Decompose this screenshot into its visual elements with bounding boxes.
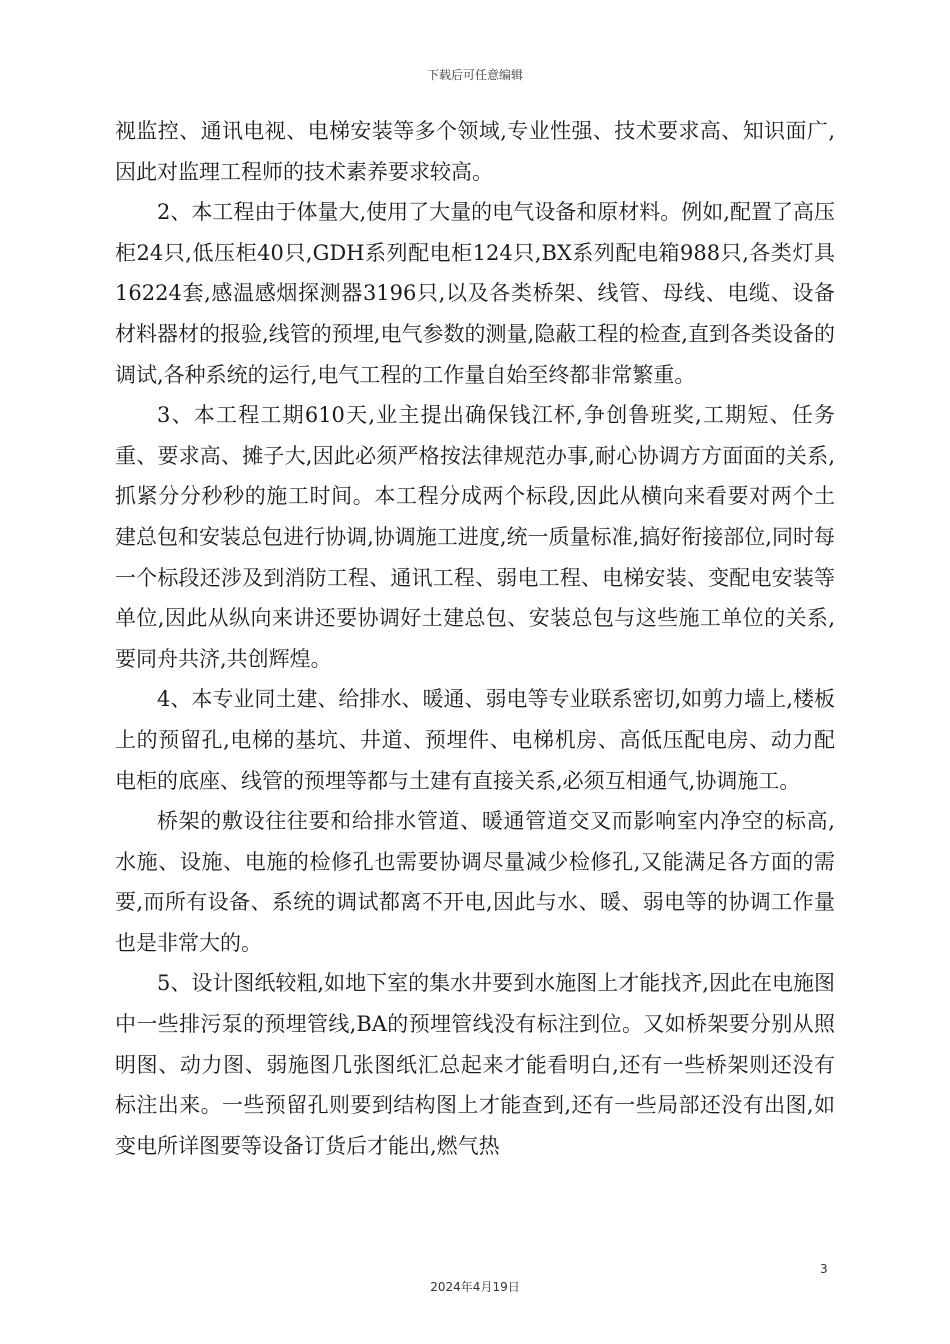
body-text <box>115 111 835 1166</box>
paragraph: 5、设计图纸较粗,如地下室的集水井要到水施图上才能找齐,因此在电施图中一些排污泵的预埋管线,BA的预埋管线没有标注到位。又如桥架要分别从照明图、动力图、弱施图几张图纸汇总起来才能看明白,还有一些桥架则还没有标注出来。一些预留孔则要到结构图上才能查到,还有一些局部还没有出图,如变电所详图要等设备订货后才能出,燃气热 <box>115 971 835 1158</box>
paragraph: 2、本工程由于体量大,使用了大量的电气设备和原材料。例如,配置了高压柜24只,低压柜40只,GDH系列配电柜124只,BX系列配电箱988只,各类灯具16224套,感温感烟探测器3196只,以及各类桥架、线管、母线、电缆、设备材料器材的报验,线管的预埋,电气参数的测量,隐蔽工程的检查,直到各类设备的调试,各种系统的运行,电气工程的工作量自始至终都非常繁重。 <box>115 200 835 387</box>
page-header: 下载后可任意编辑 <box>426 68 523 82</box>
paragraph: 4、本专业同土建、给排水、暖通、弱电等专业联系密切,如剪力墙上,楼板上的预留孔,电梯的基坑、井道、预埋件、电梯机房、高低压配电房、动力配电柜的底座、线管的预埋等都与土建有直接关系,必须互相通气,协调施工。 <box>115 687 835 793</box>
paragraph: 3、本工程工期610天,业主提出确保钱江杯,争创鲁班奖,工期短、任务重、要求高、摊子大,因此必须严格按法律规范办事,耐心协调方方面面的关系,抓紧分分秒秒的施工时间。本工程分成两个标段,因此从横向来看要对两个土建总包和安装总包进行协调,协调施工进度,统一质量标准,搞好衔接部位,同时每一个标段还涉及到消防工程、通讯工程、弱电工程、电梯安装、变配电安装等单位,因此从纵向来讲还要协调好土建总包、安装总包与这些施工单位的关系,要同舟共济,共创辉煌。 <box>115 403 835 671</box>
paragraph: 桥架的敷设往往要和给排水管道、暖通管道交叉而影响室内净空的标高,水施、设施、电施的检修孔也需要协调尽量减少检修孔,又能满足各方面的需要,而所有设备、系统的调试都离不开电,因此与水、暖、弱电等的协调工作量也是非常大的。 <box>115 809 835 955</box>
page-number: 3 <box>820 1262 828 1276</box>
paragraph: 视监控、通讯电视、电梯安装等多个领域,专业性强、技术要求高、知识面广,因此对监理工程师的技术素养要求较高。 <box>115 119 835 184</box>
page-footer-date: 2024年4月19日 <box>430 1280 520 1294</box>
